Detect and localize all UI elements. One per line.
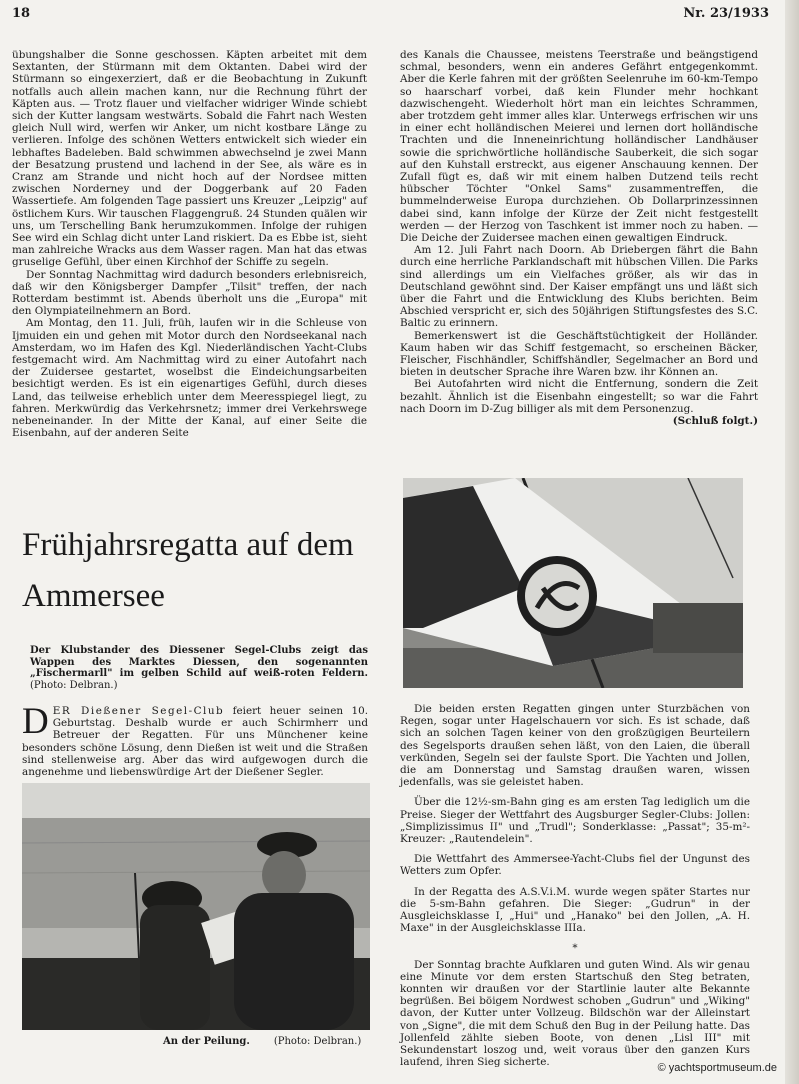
paragraph: übungshalber die Sonne geschossen. Käpten arbeitet mit dem Sextanten, der Stürmann mit dem Oktanten. Dabei wird der Stürmann so eingexerziert, daß er die Beobachtung in Zukunft notfalls auch allein machen kann, nur die Rechnung führt der Käpten aus. — Trotz flauer und vielfacher widriger Winde schiebt sich der Kutter langsam westwärts. Sobald die Fahrt nach Westen gleich Null wird, werfen wir Anker, um nicht kostbare Länge zu verlieren. Infolge des schönen Wetters entwickelt sich wieder ein lebhaftes Badeleben. Bald schwimmen abwechselnd je zwei Mann der Besatzung prustend und lachend in der See, als wäre es in Cranz am Strande und nicht hoch auf der Nordsee mitten zwischen Norderney und der Doggerbank auf 20 Faden Wassertiefe. Am folgenden Tage passiert uns Kreuzer „Leipzig" auf östlichem Kurs. Wir tauschen Flaggengruß. 24 Stunden quälen wir uns, um Terschelling Bank herumzukommen. Infolge der ruhigen See wird ein Schlag dicht unter Land riskiert. Da es Ebbe ist, sieht man zahlreiche Wracks aus dem Wasser ragen. Man hat das etwas gruselige Gefühl, über einen Kirchhof der Schiffe zu segeln. bbox=[12, 49, 367, 269]
paragraph: Der Sonntag Nachmittag wird dadurch besonders erlebnisreich, daß wir den Königsberger Dampfer „Tilsit" treffen, der nach Rotterdam bestimmt ist. Abends überholt uns die „Europa" mit den Olympiateilnehmern an Bord. bbox=[12, 268, 367, 318]
article-intro bbox=[22, 701, 368, 779]
flag-caption bbox=[30, 645, 368, 692]
paragraph: Am 12. Juli Fahrt nach Doorn. Ab Driebergen fährt die Bahn durch eine herrliche Parklandschaft mit hübschen Villen. Die Parks sind allerdings um ein Vielfaches größer, als wir das in Deutschland gewöhnt sind. Der Kaiser empfängt uns und läßt sich über die Fahrt und die Entwicklung des Klubs berichten. Beim Abschied verspricht er, sich des 50jährigen Stiftungsfestes des S.C. Baltic zu erinnern. bbox=[400, 244, 758, 330]
paragraph: Über die 12½-sm-Bahn ging es am ersten Tag lediglich um die Preise. Sieger der Wettfahrt des Augsburger Segler-Clubs: Jollen: „Simplizissimus II" und „Trudl"; Sonderklasse: „Passat"; 35-m²-Kreuzer: „Rautendelein". bbox=[400, 796, 750, 846]
flag-caption-text: Der Klubstander des Diessener Segel-Clubs zeigt das Wappen des Marktes Diessen, den sogenannten „Fischermarll" im gelben Schild auf weiß-roten Feldern. bbox=[30, 645, 368, 680]
paragraph: In der Regatta des A.S.V.i.M. wurde wegen später Startes nur die 5-sm-Bahn gefahren. Die Sieger: „Gudrun" in der Ausgleichsklasse I, „Hui" und „Hanako" bei den Jollen, „A. H. Maxe" in der Ausgleichsklasse IIIa. bbox=[400, 885, 750, 935]
paragraph: Bei Autofahrten wird nicht die Entfernung, sondern die Zeit bezahlt. Ähnlich ist die Eisenbahn eingestellt; so war die Fahrt nach Doorn im D-Zug billiger als mit dem Personenzug. bbox=[400, 378, 758, 415]
drop-cap: D bbox=[22, 701, 49, 742]
intro-text: feiert heuer seinen 10. Geburtstag. Deshalb wurde er auch Schirmherr und Betreuer der Regatten. Für uns Münchener keine besonders schöne Lösung, denn Dießen ist weit und die Straßen sind stellenweise arg. Aber das wird aufgewogen durch die angenehme und liebenswürdige Art der Dießener Segler. bbox=[22, 705, 368, 779]
article-title: Frühjahrsregatta auf dem Ammersee bbox=[22, 527, 354, 614]
boat-caption-text: An der Peilung. bbox=[163, 1036, 250, 1047]
issue-number: Nr. 23/1933 bbox=[683, 6, 769, 21]
paragraph: Am Montag, den 11. Juli, früh, laufen wir in die Schleuse von Ijmuiden ein und gehen mit Motor durch den Nordseekanal nach Amsterdam, wo im Hafen des Kgl. Niederländischen Yacht-Clubs festgemacht wird. Am Nachmittag wird zu einer Autofahrt nach der Zuidersee gestartet, woselbst die Eindeichungsarbeiten besichtigt werden. Es ist ein eigenartiges Gefühl, durch dieses Land, das teilweise erheblich unter dem Meeresspiegel liegt, zu fahren. Merkwürdig das Verkehrsnetz; immer drei Verkehrswege nebeneinander. In der Mitte der Kanal, auf einer Seite die Eisenbahn, auf der anderen Seite bbox=[12, 317, 367, 440]
boat-caption bbox=[163, 1036, 373, 1047]
to-be-continued: (Schluß folgt.) bbox=[672, 415, 758, 428]
section-separator: * bbox=[572, 942, 578, 955]
flag-photo bbox=[403, 478, 743, 688]
page-edge bbox=[785, 0, 799, 1084]
column-left-top bbox=[12, 49, 367, 440]
paragraph: des Kanals die Chaussee, meistens Teerstraße und beängstigend schmal, besonders, wenn ein anderes Gefährt entgegenkommt. Aber die Kerle fahren mit der größten Seelenruhe im 60-km-Tempo so haarscharf vorbei, daß kein Flunder mehr hochkant dazwischengeht. Wiederholt hört man ein leichtes Schrammen, aber trotzdem geht immer alles klar. Unterwegs erfrischen wir uns in einer echt holländischen Meierei und lernen dort holländische Trachten und die Inneneinrichtung holländischer Landhäuser sowie die sprichwörtliche holländische Sauberkeit, die sich sogar auf den Kuhstall erstreckt, aus eigener Anschauung kennen. Der Zufall fügt es, daß wir mit einem halben Dutzend teils recht hübscher Töchter "Onkel Sams" zusammentreffen, die bummelnderweise Europa durchziehen. Ob Dollarprinzessinnen dabei sind, kann infolge der Kürze der Zeit nicht festgestellt werden — der Herzog von Taschkent ist immer noch zu haben. — Die Deiche der Zuidersee machen einen gewaltigen Eindruck. bbox=[400, 49, 758, 245]
paragraph: Bemerkenswert ist die Geschäftstüchtigkeit der Holländer. Kaum haben wir das Schiff festgemacht, so erscheinen Bäcker, Fleischer, Fischhändler, Schiffshändler, Segelmacher an Bord und bieten in deutscher Sprache ihre Waren bzw. ihr Können an. bbox=[400, 329, 758, 379]
column-right-top bbox=[400, 49, 758, 427]
watermark: © yachtsportmuseum.de bbox=[657, 1062, 777, 1074]
flag-photo-credit: (Photo: Delbran.) bbox=[30, 680, 118, 692]
paragraph: Die beiden ersten Regatten gingen unter Sturzbächen von Regen, sogar unter Hagelschauern vor sich. Es ist schade, daß sich an solchen Tagen keiner von den großzügigen Beurteilern des Segelsports draußen sehen läßt, von den Laien, die überall verkünden, Segeln sei der faulste Sport. Die Yachten und Jollen, die am Donnerstag und Samstag draußen waren, wissen jedenfalls, was sie geleistet haben. bbox=[400, 703, 750, 789]
boat-photo bbox=[22, 783, 370, 1030]
paragraph: Die Wettfahrt des Ammersee-Yacht-Clubs fiel der Ungunst des Wetters zum Opfer. bbox=[400, 853, 750, 878]
column-right-bottom bbox=[400, 703, 750, 1076]
club-name: ER Dießener Segel-Club bbox=[52, 705, 225, 717]
page-number: 18 bbox=[12, 6, 31, 21]
boat-photo-credit: (Photo: Delbran.) bbox=[273, 1036, 362, 1047]
paragraph: Der Sonntag brachte Aufklaren und guten Wind. Als wir genau eine Minute vor dem ersten Startschuß den Steg betraten, konnten wir draußen vor der Startlinie lauter alte Bekannte begrüßen. Bei böigem Nordwest schoben „Gudrun" und „Wiking" davon, der Kutter unter Vollzeug. Bildschön war der Alleinstart von „Signe", die mit dem Schuß den Bug in der Peilung hatte. Das Jollenfeld zählte sieben Boote, von denen „Lisl III" mit Sekundenstart loszog und, weit voraus über den ganzen Kurs laufend, ihren Sieg sicherte. bbox=[400, 958, 750, 1069]
